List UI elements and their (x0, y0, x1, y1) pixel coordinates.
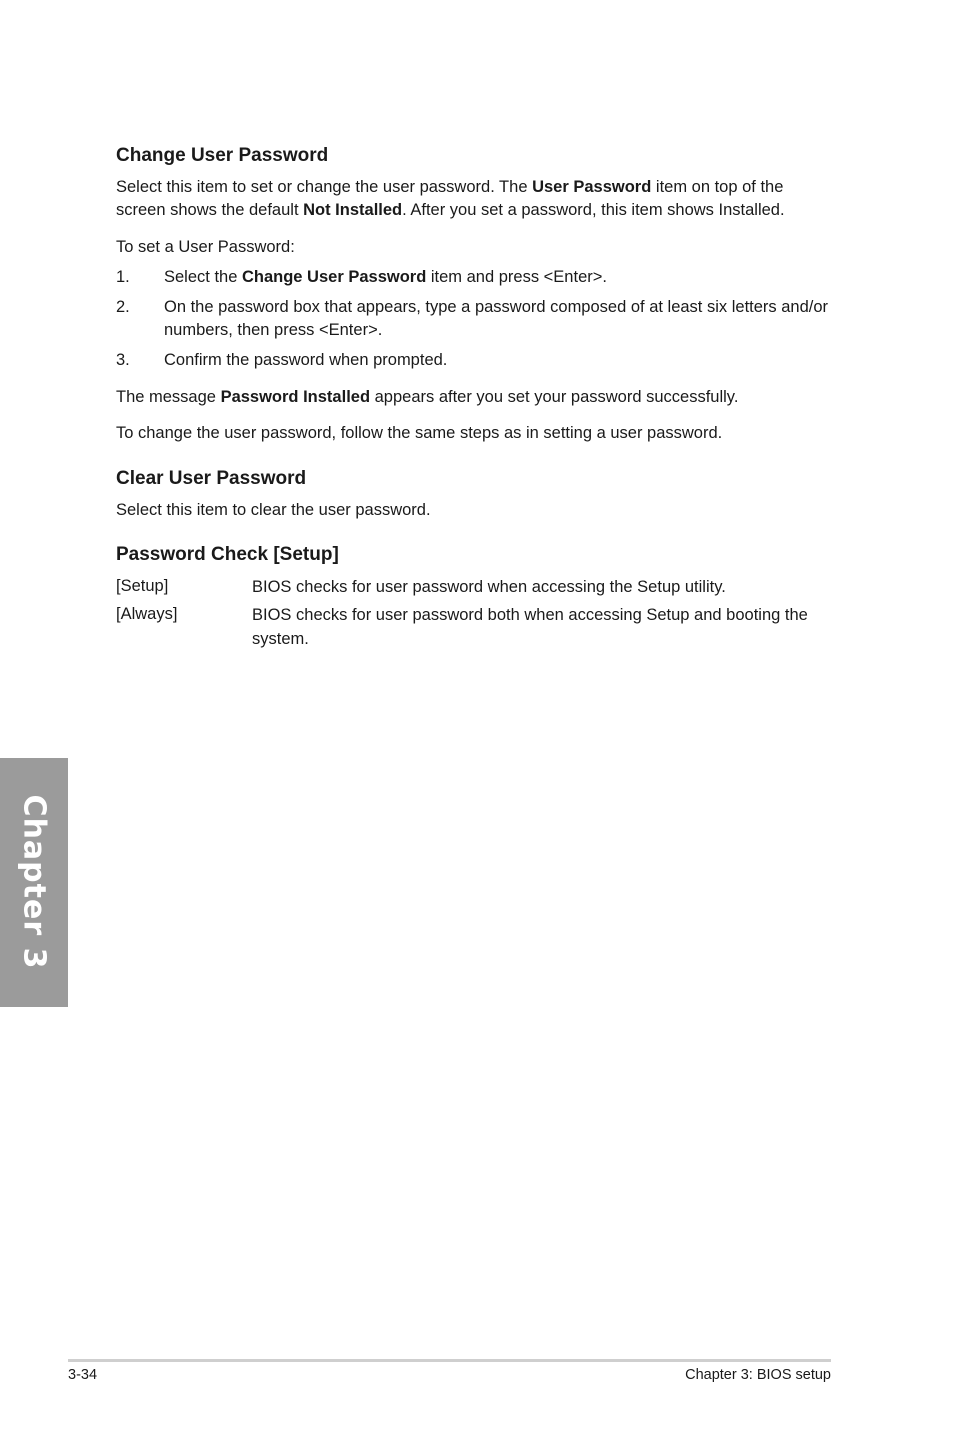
chapter-tab-label: Chapter 3 (16, 794, 52, 970)
step-number: 2. (116, 298, 130, 316)
heading-password-check: Password Check [Setup] (116, 544, 339, 565)
to-set-label: To set a User Password: (116, 238, 295, 256)
heading-change-user-password: Change User Password (116, 145, 329, 166)
change-password-note: To change the user password, follow the same steps as in setting a user password. (116, 424, 723, 442)
chapter-side-tab (0, 758, 68, 1007)
step-number: 1. (116, 268, 130, 286)
page-number: 3-34 (68, 1367, 98, 1383)
option-description: BIOS checks for user password both when accessing Setup and booting the system. (252, 606, 808, 648)
change-user-password-intro: Select this item to set or change the user password. The User Password item on top of the screen shows the default Not Installed. After you set a password, this item shows Installed. (116, 178, 785, 219)
footer-divider (68, 1359, 831, 1362)
step-text: On the password box that appears, type a password composed of at least six letters and/or numbers, then press <Enter>. (164, 298, 829, 339)
password-installed-message: The message Password Installed appears after you set your password successfully. (116, 388, 739, 406)
option-description: BIOS checks for user password when accessing the Setup utility. (252, 578, 726, 596)
step-text: Confirm the password when prompted. (164, 351, 448, 369)
step-number: 3. (116, 351, 130, 369)
step-text: Select the Change User Password item and press <Enter>. (164, 268, 607, 286)
heading-clear-user-password: Clear User Password (116, 468, 307, 489)
footer-chapter-title: Chapter 3: BIOS setup (685, 1367, 831, 1383)
clear-user-password-text: Select this item to clear the user password. (116, 501, 431, 519)
option-label: [Setup] (116, 577, 169, 595)
option-label: [Always] (116, 605, 178, 623)
